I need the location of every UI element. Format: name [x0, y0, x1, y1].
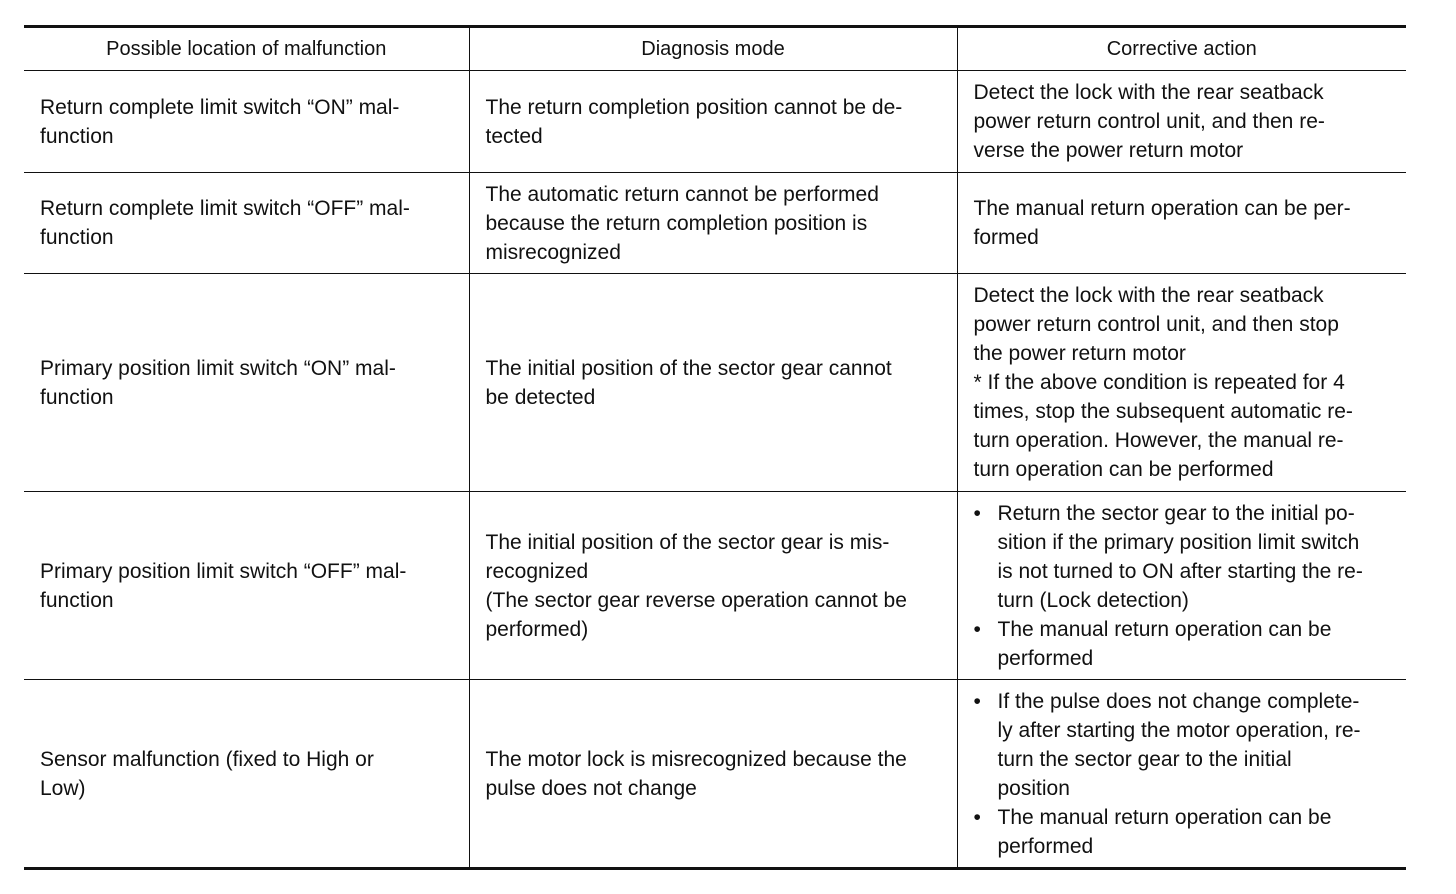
cell-diagnosis-line: (The sector gear reverse operation cannot be: [485, 588, 907, 612]
cell-corrective-action-line: the power return motor: [973, 342, 1186, 365]
action-bullet-item: [974, 687, 1397, 803]
cell-location-line: function: [40, 385, 114, 409]
cell-diagnosis-line: performed): [485, 617, 589, 641]
cell-corrective-action: [957, 71, 1406, 173]
header-row: [24, 27, 1406, 71]
bullet-icon: •: [973, 689, 981, 713]
cell-location-line: Return complete limit switch “OFF” mal-: [40, 197, 410, 220]
cell-location-line: Sensor malfunction (fixed to High or: [40, 747, 374, 771]
cell-diagnosis-line: be detected: [485, 385, 596, 409]
action-bullet-line: turn the sector gear to the initial: [997, 747, 1292, 771]
action-bullet-line: ly after starting the motor operation, re-: [997, 718, 1361, 742]
header-diagnosis: Diagnosis mode: [469, 27, 957, 71]
table-header: [24, 27, 1406, 71]
cell-corrective-action: [957, 680, 1406, 869]
action-bullet-line: The manual return operation can be: [997, 805, 1332, 829]
cell-corrective-action-line: times, stop the subsequent automatic re-: [973, 400, 1353, 423]
action-bullet-line: turn (Lock detection): [997, 588, 1189, 612]
bullet-icon: •: [973, 805, 981, 829]
cell-diagnosis: [469, 492, 957, 680]
table-row: [24, 680, 1406, 869]
cell-diagnosis-line: tected: [485, 124, 543, 148]
cell-corrective-action-line: formed: [973, 226, 1039, 249]
malfunction-table-container: [24, 25, 1406, 870]
cell-diagnosis-line: The initial position of the sector gear cannot: [485, 356, 892, 380]
cell-location: [24, 492, 469, 680]
cell-diagnosis: [469, 173, 957, 274]
cell-diagnosis-line: The motor lock is misrecognized because the: [485, 747, 907, 771]
cell-diagnosis-line: misrecognized: [485, 240, 621, 264]
header-corrective-action: Corrective action: [957, 27, 1406, 71]
action-bullet-item: [974, 499, 1397, 615]
cell-corrective-action-line: Detect the lock with the rear seatback: [973, 81, 1324, 104]
cell-diagnosis-line: pulse does not change: [485, 776, 697, 800]
action-bullet-line: performed: [997, 834, 1094, 858]
action-bullet-item: [974, 615, 1397, 673]
cell-location-line: Low): [40, 776, 86, 800]
cell-corrective-action-line: verse the power return motor: [973, 139, 1244, 162]
cell-corrective-action: [957, 492, 1406, 680]
action-bullet-item: [974, 803, 1397, 861]
cell-corrective-action-line: Detect the lock with the rear seatback: [973, 284, 1324, 307]
cell-location-line: Primary position limit switch “OFF” mal-: [40, 559, 407, 583]
cell-diagnosis: [469, 680, 957, 869]
cell-corrective-action-line: The manual return operation can be per-: [973, 197, 1351, 220]
cell-corrective-action-line: * If the above condition is repeated for 4: [973, 371, 1345, 394]
table-body: [24, 71, 1406, 869]
cell-diagnosis: [469, 274, 957, 492]
cell-location-line: function: [40, 124, 114, 148]
bullet-icon: •: [973, 501, 981, 525]
cell-corrective-action: [957, 173, 1406, 274]
cell-location: [24, 71, 469, 173]
action-bullet-list: [974, 499, 1397, 673]
header-location: Possible location of malfunction: [24, 27, 469, 71]
cell-location-line: Primary position limit switch “ON” mal-: [40, 356, 396, 380]
cell-corrective-action-line: power return control unit, and then stop: [973, 313, 1339, 336]
action-bullet-line: performed: [997, 646, 1094, 670]
action-bullet-line: Return the sector gear to the initial po-: [997, 501, 1355, 525]
action-bullet-line: position: [997, 776, 1070, 800]
action-bullet-list: [974, 687, 1397, 861]
cell-location: [24, 680, 469, 869]
cell-corrective-action: [957, 274, 1406, 492]
cell-diagnosis-line: recognized: [485, 559, 589, 583]
bullet-icon: •: [973, 617, 981, 641]
malfunction-table: [24, 25, 1406, 870]
cell-location: [24, 274, 469, 492]
cell-location-line: function: [40, 588, 114, 612]
action-bullet-line: is not turned to ON after starting the re-: [997, 559, 1363, 583]
cell-location-line: function: [40, 226, 114, 249]
cell-diagnosis-line: The automatic return cannot be performed: [485, 182, 879, 206]
cell-location: [24, 173, 469, 274]
cell-diagnosis: [469, 71, 957, 173]
cell-location-line: Return complete limit switch “ON” mal-: [40, 95, 400, 119]
table-row: [24, 274, 1406, 492]
cell-diagnosis-line: The return completion position cannot be de-: [485, 95, 903, 119]
cell-diagnosis-line: because the return completion position is: [485, 211, 868, 235]
cell-diagnosis-line: The initial position of the sector gear is mis-: [485, 530, 890, 554]
action-bullet-line: If the pulse does not change complete-: [997, 689, 1360, 713]
table-row: [24, 173, 1406, 274]
cell-corrective-action-line: turn operation can be performed: [973, 458, 1274, 481]
action-bullet-line: The manual return operation can be: [997, 617, 1332, 641]
table-row: [24, 492, 1406, 680]
cell-corrective-action-line: power return control unit, and then re-: [973, 110, 1325, 133]
cell-corrective-action-line: turn operation. However, the manual re-: [973, 429, 1344, 452]
table-row: [24, 71, 1406, 173]
action-bullet-line: sition if the primary position limit switch: [997, 530, 1360, 554]
